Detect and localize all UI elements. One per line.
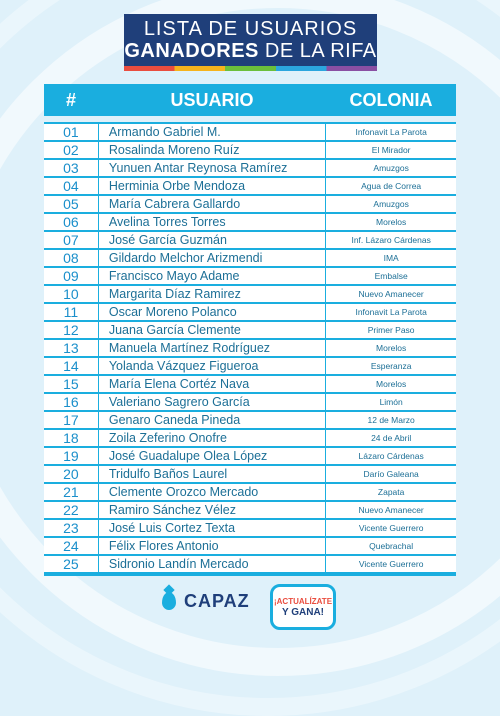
table-row — [44, 502, 456, 518]
row-colonia: Nuevo Amanecer — [358, 289, 424, 299]
table-row — [44, 142, 456, 158]
row-colonia: Amuzgos — [373, 163, 409, 173]
row-number: 09 — [44, 268, 99, 284]
table-row — [44, 340, 456, 356]
row-number: 02 — [44, 142, 99, 158]
table-row — [44, 250, 456, 266]
table-row — [44, 412, 456, 428]
table-row — [44, 286, 456, 302]
title-line-2-rest: DE LA RIFA — [258, 40, 377, 62]
row-user-name: Francisco Mayo Adame — [99, 268, 326, 284]
row-number: 12 — [44, 322, 99, 338]
row-number: 10 — [44, 286, 99, 302]
water-drop-icon — [162, 592, 176, 610]
capaz-logo — [162, 592, 250, 610]
row-colonia: Darío Galeana — [363, 469, 419, 479]
row-colonia: Primer Paso — [367, 325, 415, 335]
row-number: 11 — [44, 304, 99, 320]
row-user-name: Zoila Zeferino Onofre — [99, 430, 326, 446]
row-user-name: Yolanda Vázquez Figueroa — [99, 358, 326, 374]
table-row — [44, 448, 456, 464]
row-user-name: Valeriano Sagrero García — [99, 394, 326, 410]
winners-table — [44, 84, 456, 576]
row-user-name: Margarita Díaz Ramirez — [99, 286, 326, 302]
row-user-name: Avelina Torres Torres — [99, 214, 326, 230]
row-colonia: 24 de Abril — [371, 433, 412, 443]
table-row — [44, 160, 456, 176]
row-colonia: 12 de Marzo — [367, 415, 415, 425]
table-row — [44, 178, 456, 194]
row-user-name: Sidronio Landín Mercado — [99, 556, 326, 572]
table-row — [44, 538, 456, 554]
color-stripe — [124, 66, 377, 71]
row-number: 23 — [44, 520, 99, 536]
table-row — [44, 214, 456, 230]
title-highlight: GANADORES — [124, 40, 259, 62]
table-row — [44, 466, 456, 482]
table-row — [44, 196, 456, 212]
table-row — [44, 232, 456, 248]
title-banner — [124, 14, 377, 66]
row-colonia: IMA — [383, 253, 399, 263]
table-row — [44, 376, 456, 392]
row-number: 05 — [44, 196, 99, 212]
actualizate-badge — [270, 584, 336, 630]
row-user-name: Rosalinda Moreno Ruíz — [99, 142, 326, 158]
row-number: 03 — [44, 160, 99, 176]
row-user-name: Armando Gabriel M. — [99, 124, 326, 140]
table-row — [44, 394, 456, 410]
row-user-name: Oscar Moreno Polanco — [99, 304, 326, 320]
badge-line-1: ¡ACTUALÍZATE — [273, 597, 333, 606]
row-user-name: Juana García Clemente — [99, 322, 326, 338]
row-number: 16 — [44, 394, 99, 410]
row-user-name: Manuela Martínez Rodríguez — [99, 340, 326, 356]
row-colonia: Zapata — [377, 487, 405, 497]
title-line-1: LISTA DE USUARIOS — [143, 18, 358, 40]
row-user-name: Tridulfo Baños Laurel — [99, 466, 326, 482]
table-row — [44, 304, 456, 320]
row-colonia: Esperanza — [370, 361, 412, 371]
row-user-name: María Cabrera Gallardo — [99, 196, 326, 212]
header-colonia: COLONIA — [349, 89, 433, 110]
row-user-name: Ramiro Sánchez Vélez — [99, 502, 326, 518]
row-colonia: Infonavit La Parota — [355, 127, 427, 137]
footer — [0, 580, 500, 636]
header-user: USUARIO — [170, 89, 254, 110]
row-user-name: Genaro Caneda Pineda — [99, 412, 326, 428]
row-number: 04 — [44, 178, 99, 194]
row-colonia: Morelos — [376, 343, 407, 353]
row-colonia: Embalse — [374, 271, 408, 281]
row-number: 17 — [44, 412, 99, 428]
table-body — [44, 122, 456, 576]
row-number: 13 — [44, 340, 99, 356]
table-row — [44, 430, 456, 446]
row-user-name: Yunuen Antar Reynosa Ramírez — [99, 160, 326, 176]
row-colonia: Amuzgos — [373, 199, 409, 209]
row-number: 06 — [44, 214, 99, 230]
row-user-name: Herminia Orbe Mendoza — [99, 178, 326, 194]
row-user-name: Félix Flores Antonio — [99, 538, 326, 554]
row-number: 14 — [44, 358, 99, 374]
row-colonia: Morelos — [376, 217, 407, 227]
row-number: 18 — [44, 430, 99, 446]
table-row — [44, 556, 456, 572]
row-user-name: Gildardo Melchor Arizmendi — [99, 250, 326, 266]
row-number: 21 — [44, 484, 99, 500]
row-colonia: Quebrachal — [369, 541, 414, 551]
table-row — [44, 358, 456, 374]
row-user-name: José Guadalupe Olea López — [99, 448, 326, 464]
row-user-name: Clemente Orozco Mercado — [99, 484, 326, 500]
table-header — [44, 84, 456, 116]
row-colonia: Vicente Guerrero — [358, 559, 424, 569]
header-number: # — [65, 89, 76, 110]
row-colonia: Inf. Lázaro Cárdenas — [351, 235, 431, 245]
row-user-name: María Elena Cortéz Nava — [99, 376, 326, 392]
row-colonia: Vicente Guerrero — [358, 523, 424, 533]
table-row — [44, 268, 456, 284]
row-colonia: Nuevo Amanecer — [358, 505, 424, 515]
row-number: 24 — [44, 538, 99, 554]
row-colonia: Infonavit La Parota — [355, 307, 427, 317]
capaz-logo-name: CAPAZ — [184, 591, 250, 611]
table-row — [44, 484, 456, 500]
row-number: 22 — [44, 502, 99, 518]
row-number: 07 — [44, 232, 99, 248]
row-number: 01 — [44, 124, 99, 140]
table-row — [44, 124, 456, 140]
row-number: 08 — [44, 250, 99, 266]
row-colonia: Limón — [379, 397, 403, 407]
row-number: 15 — [44, 376, 99, 392]
row-colonia: Agua de Correa — [361, 181, 422, 191]
row-colonia: Lázaro Cárdenas — [358, 451, 424, 461]
row-number: 20 — [44, 466, 99, 482]
row-user-name: José García Guzmán — [99, 232, 326, 248]
row-user-name: José Luis Cortez Texta — [99, 520, 326, 536]
row-colonia: El Mirador — [371, 145, 411, 155]
row-colonia: Morelos — [376, 379, 407, 389]
row-number: 25 — [44, 556, 99, 572]
table-row — [44, 520, 456, 536]
title-line-2 — [124, 40, 377, 62]
row-number: 19 — [44, 448, 99, 464]
table-row — [44, 322, 456, 338]
badge-line-2: Y GANA! — [281, 607, 325, 618]
